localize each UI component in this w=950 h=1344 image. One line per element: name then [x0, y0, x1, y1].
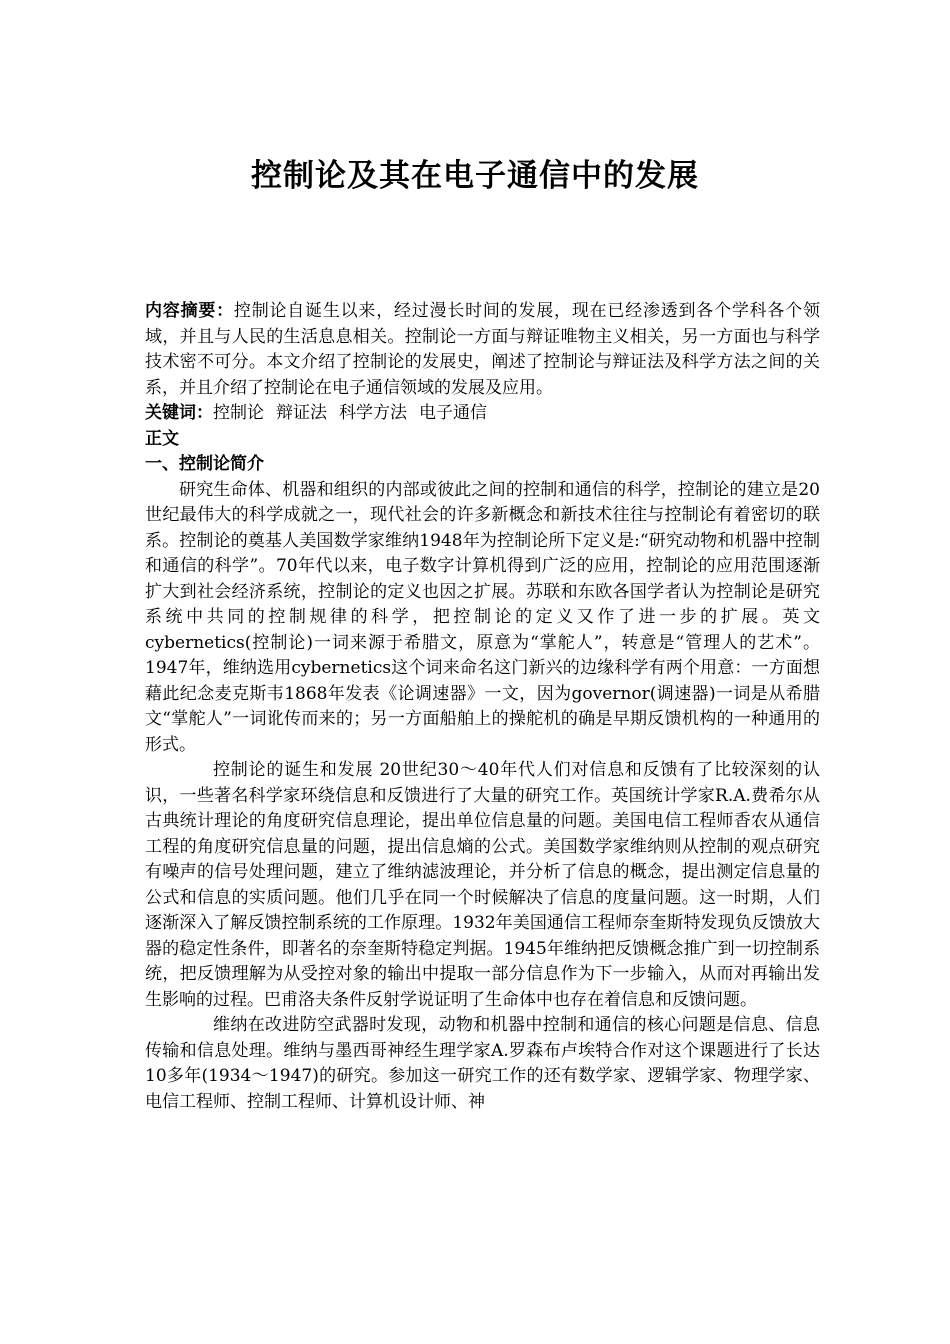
body-heading: 正文 — [145, 428, 179, 449]
abstract — [145, 299, 820, 401]
keywords-line — [145, 401, 820, 427]
paragraph: 控制论的诞生和发展 20世纪30～40年代人们对信息和反馈有了比较深刻的认识，一些著名科学家环绕信息和反馈进行了大量的研究工作。英国统计学家R.A.费希尔从古典统计理论的角度研究信息理论，提出单位信息量的问题。美国电信工程师香农从通信工程的角度研究信息量的问题，提出信息熵的公式。美国数学家维纳则从控制的观点研究有噪声的信号处理问题，建立了维纳滤波理论，并分析了信息的概念，提出测定信息量的公式和信息的实质问题。他们几乎在同一个时候解决了信息的度量问题。这一时期，人们逐渐深入了解反馈控制系统的工作原理。1932年美国通信工程师奈奎斯特发现负反馈放大器的稳定性条件，即著名的奈奎斯特稳定判据。1945年维纳把反馈概念推广到一切控制系统，把反馈理解为从受控对象的输出中提取一部分信息作为下一步输入，从而对再输出发生影响的过程。巴甫洛夫条件反射学说证明了生命体中也存在着信息和反馈问题。 — [145, 760, 820, 1010]
keywords-label: 关键词： — [145, 403, 213, 423]
keyword: 辩证法 — [276, 403, 327, 423]
section-heading: 一、控制论简介 — [145, 454, 264, 474]
paragraph: 研究生命体、机器和组织的内部或彼此之间的控制和通信的科学，控制论的建立是20世纪最伟大的科学成就之一，现代社会的许多新概念和新技术往往与控制论有着密切的联系。控制论的奠基人美国数学家维纳1948年为控制论所下定义是:“研究动物和机器中控制和通信的科学”。70年代以来，电子数字计算机得到广泛的应用，控制论的应用范围逐渐扩大到社会经济系统，控制论的定义也因之扩展。苏联和东欧各国学者认为控制论是研究系统中共同的控制规律的科学，把控制论的定义又作了进一步的扩展。英文 cybernetics(控制论)一词来源于希腊文，原意为“掌舵人”，转意是“管理人的艺术”。1947年，维纳选用cybernetics这个词来命名这门新兴的边缘科学有两个用意：一方面想藉此纪念麦克斯韦1868年发表《论调速器》一文，因为governor(调速器)一词是从希腊文“掌舵人”一词讹传而来的；另一方面船舶上的操舵机的确是早期反馈机构的一种通用的形式。 — [145, 479, 820, 755]
abstract-label: 内容摘要： — [145, 301, 234, 321]
paragraph: 维纳在改进防空武器时发现，动物和机器中控制和通信的核心问题是信息、信息传输和信息处理。维纳与墨西哥神经生理学家A.罗森布卢埃特合作对这个课题进行了长达10多年(1934～1947)的研究。参加这一研究工作的还有数学家、逻辑学家、物理学家、电信工程师、控制工程师、计算机设计师、神 — [145, 1015, 820, 1112]
keyword: 控制论 — [213, 403, 264, 423]
abstract-text: 控制论自诞生以来，经过漫长时间的发展，现在已经渗透到各个学科各个领域，并且与人民的生活息息相关。控制论一方面与辩证唯物主义相关，另一方面也与科学技术密不可分。本文介绍了控制论的发展史，阐述了控制论与辩证法及科学方法之间的关系，并且介绍了控制论在电子通信领域的发展及应用。 — [145, 301, 821, 398]
document-title: 控制论及其在电子通信中的发展 — [251, 158, 699, 194]
keyword: 科学方法 — [339, 403, 407, 423]
document-body — [145, 299, 820, 1115]
keyword: 电子通信 — [419, 403, 487, 423]
